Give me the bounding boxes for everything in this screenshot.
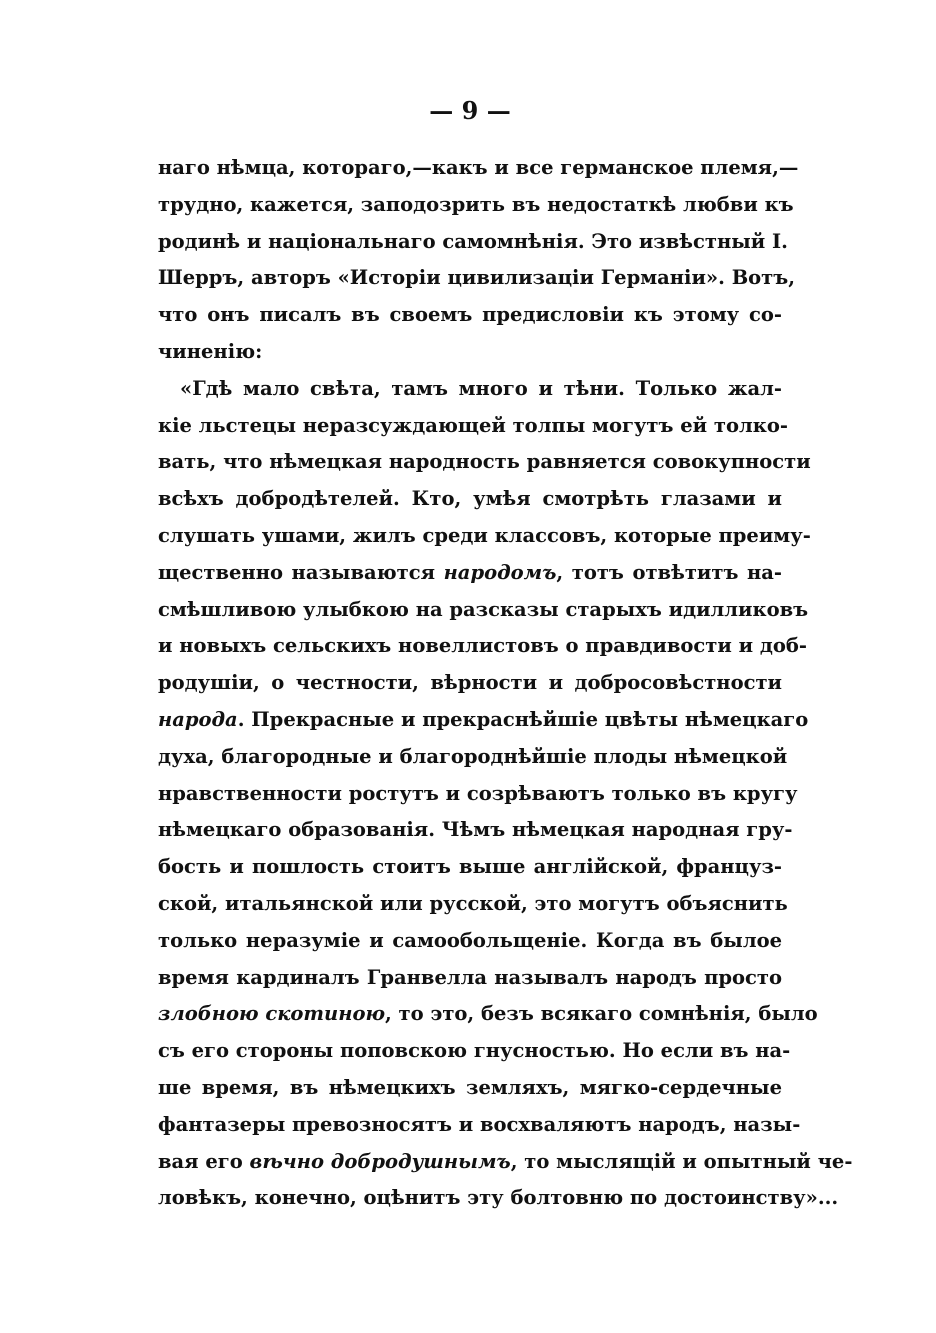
text-line: слушать ушами, жилъ среди классовъ, которые преиму- <box>158 523 811 547</box>
text-line: съ его стороны поповскою гнусностью. Но если въ на- <box>158 1039 791 1063</box>
text-line: Шерръ, авторъ «Исторіи цивилизаціи Германіи». Вотъ, <box>158 266 796 290</box>
page-number: — 9 — <box>429 96 511 125</box>
italic-emphasis: злобною скотиною <box>158 1002 385 1026</box>
text-line: духа, благородные и благороднѣйшіе плоды нѣмецкой <box>158 744 788 768</box>
text-line <box>158 1144 853 1181</box>
italic-emphasis: народа <box>158 707 238 731</box>
text-segment: , то это, безъ всякаго сомнѣнія, было <box>384 1002 818 1026</box>
text-line: ше время, въ нѣмецкихъ земляхъ, мягко-сердечные <box>158 1075 782 1099</box>
text-line: ской, итальянской или русской, это могутъ объяснить <box>158 891 788 915</box>
text-line: чиненію: <box>158 339 263 363</box>
text-segment: , то мыслящій и опытный че- <box>510 1149 853 1173</box>
text-line: и новыхъ сельскихъ новеллистовъ о правдивости и доб- <box>158 634 807 658</box>
italic-emphasis: вѣчно добродушнымъ <box>249 1149 511 1173</box>
text-line <box>158 702 809 739</box>
text-line: ловѣкъ, конечно, оцѣнитъ эту болтовню по достоинству»... <box>158 1186 839 1210</box>
text-line: кіе льстецы неразсуждающей толпы могутъ ей толко- <box>158 413 788 437</box>
text-line: фантазеры превозносятъ и восхваляютъ народъ, назы- <box>158 1112 801 1136</box>
text-line: вать, что нѣмецкая народность равняется совокупности <box>158 450 811 474</box>
italic-emphasis: народомъ <box>443 560 557 584</box>
text-line: всѣхъ добродѣтелей. Кто, умѣя смотрѣть глазами и <box>158 487 782 511</box>
text-line: родушіи, о честности, вѣрности и добросовѣстности <box>158 671 782 695</box>
text-segment: щественно называются <box>158 560 444 584</box>
text-line: трудно, кажется, заподозрить въ недостаткѣ любви къ <box>158 192 794 216</box>
text-segment: . Прекрасные и прекраснѣйшіе цвѣты нѣмецкаго <box>237 707 809 731</box>
text-line: только неразуміе и самообольщеніе. Когда въ былое <box>158 928 782 952</box>
text-line <box>158 996 818 1033</box>
text-line: время кардиналъ Гранвелла называлъ народъ просто <box>158 965 782 989</box>
text-line: нравственности ростутъ и созрѣваютъ только въ кругу <box>158 781 798 805</box>
text-line: наго нѣмца, котораго,—какъ и все германское племя,— <box>158 156 799 179</box>
text-line <box>158 555 782 592</box>
text-line: нѣмецкаго образованія. Чѣмъ нѣмецкая народная гру- <box>158 818 793 842</box>
body-text <box>158 150 853 1217</box>
text-segment: вая его <box>158 1149 250 1173</box>
text-line: бость и пошлость стоитъ выше англійской, француз- <box>158 855 782 879</box>
text-segment: , тотъ отвѣтитъ на- <box>556 560 782 584</box>
text-line: родинѣ и національнаго самомнѣнія. Это извѣстный I. <box>158 229 788 253</box>
text-line: «Гдѣ мало свѣта, тамъ много и тѣни. Только жал- <box>180 376 782 400</box>
text-line: смѣшливою улыбкою на разсказы старыхъ идилликовъ <box>158 597 809 621</box>
text-line: что онъ писалъ въ своемъ предисловіи къ этому со- <box>158 303 782 327</box>
